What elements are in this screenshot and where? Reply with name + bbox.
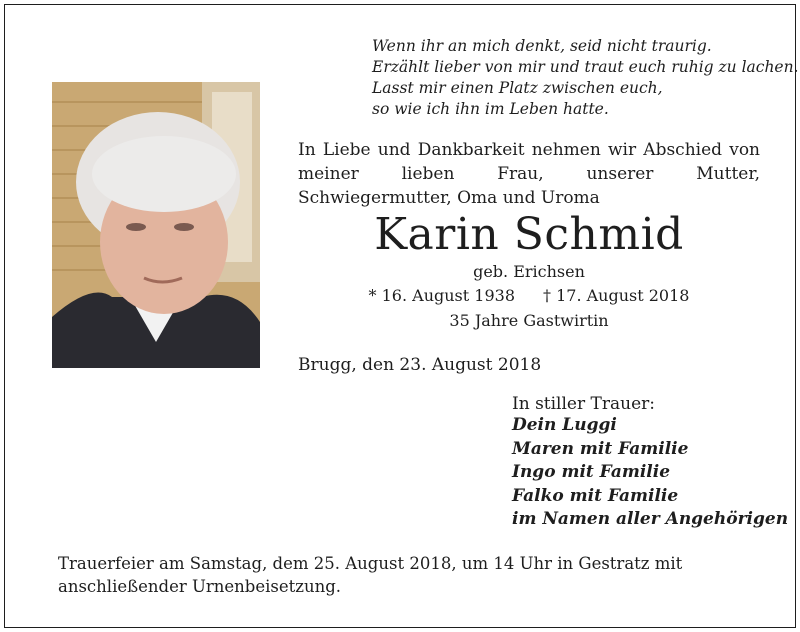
poem-line: Erzählt lieber von mir und traut euch ruhig zu lachen. <box>372 58 799 76</box>
intro-text: In Liebe und Dankbarkeit nehmen wir Abschied von meiner lieben Frau, unserer Mutter, Schwiegermutter, Oma und Uroma <box>298 140 760 208</box>
deceased-name: Karin Schmid <box>374 209 684 260</box>
poem-line: so wie ich ihn im Leben hatte. <box>372 100 609 118</box>
funeral-notice: Trauerfeier am Samstag, dem 25. August 2018, um 14 Uhr in Gestratz mit anschließender Urnenbeisetzung. <box>58 554 683 596</box>
occupation: 35 Jahre Gastwirtin <box>449 311 609 330</box>
death-date: † 17. August 2018 <box>543 286 690 305</box>
poem <box>372 36 799 120</box>
mourners-list <box>512 414 788 532</box>
portrait-photo <box>52 82 260 368</box>
birth-date: * 16. August 1938 <box>368 286 515 305</box>
mourners-label: In stiller Trauer: <box>512 394 655 414</box>
poem-line: Lasst mir einen Platz zwischen euch, <box>372 79 663 97</box>
life-dates <box>296 286 762 306</box>
place-date: Brugg, den 23. August 2018 <box>298 355 542 375</box>
mourner: Falko mit Familie <box>512 485 679 506</box>
mourner: Maren mit Familie <box>512 438 689 459</box>
poem-line: Wenn ihr an mich denkt, seid nicht traurig. <box>372 37 712 55</box>
mourner: Dein Luggi <box>512 415 617 435</box>
maiden-name: geb. Erichsen <box>473 262 585 281</box>
mourner: im Namen aller Angehörigen <box>512 509 789 529</box>
mourner: Ingo mit Familie <box>512 462 671 482</box>
